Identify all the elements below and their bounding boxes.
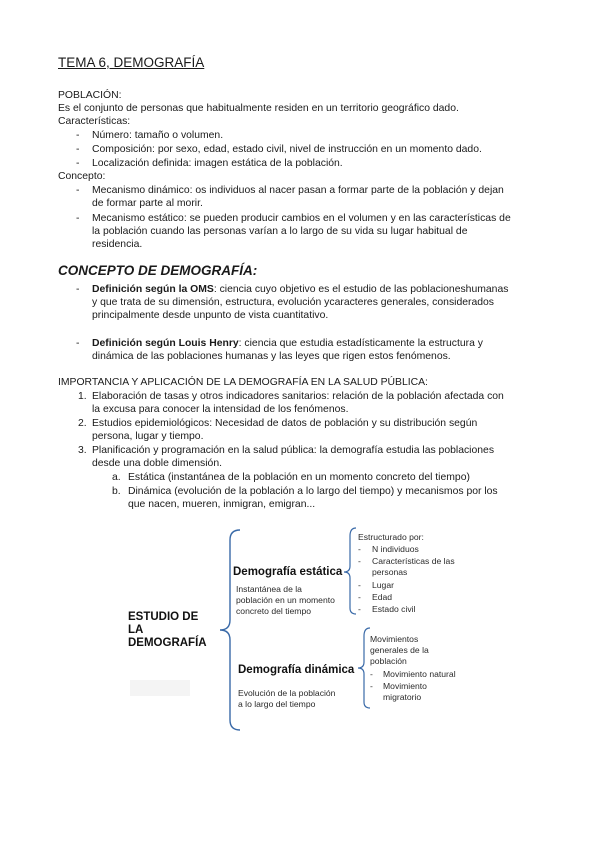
bullet-dash: - xyxy=(358,556,361,566)
concepto-item-line: residencia. xyxy=(92,239,143,250)
estatica-box-item: Características de las xyxy=(372,556,455,566)
dinamica-desc-line: a lo largo del tiempo xyxy=(238,699,316,709)
list-number: 2. xyxy=(78,418,87,429)
estatica-desc-line: Instantánea de la xyxy=(236,584,302,594)
definicion-oms-line: principalmente desde unpunto de vista cuantitativo. xyxy=(92,310,329,321)
dinamica-box-item: migratorio xyxy=(383,692,422,702)
dinamica-box-heading: Movimientos xyxy=(370,634,419,644)
dinamica-box-heading: población xyxy=(370,656,407,666)
estatica-desc-line: población en un momento xyxy=(236,595,335,605)
bullet-dash: - xyxy=(76,130,80,141)
definicion-henry-text: : ciencia que estudia estadísticamente la estructura y xyxy=(238,338,483,349)
sublist-item-line: que nacen, mueren, inmigran, emigran... xyxy=(128,499,316,510)
bullet-dash: - xyxy=(358,592,361,602)
importancia-item-line: la excusa para conocer la intensidad de los fenómenos. xyxy=(92,404,349,415)
caracteristica-item: Número: tamaño o volumen. xyxy=(92,130,224,141)
estatica-box-item: personas xyxy=(372,567,408,577)
estatica-desc-line: concreto del tiempo xyxy=(236,606,311,616)
bullet-dash: - xyxy=(76,338,80,349)
poblacion-heading: POBLACIÓN: xyxy=(58,90,122,101)
sublist-letter: b. xyxy=(112,486,121,497)
left-curly-brace xyxy=(220,530,240,730)
concepto-label: Concepto: xyxy=(58,171,106,182)
scan-smudge xyxy=(130,680,190,696)
bullet-dash: - xyxy=(76,158,80,169)
estatica-box-heading: Estructurado por: xyxy=(358,532,424,542)
estatica-curly-brace xyxy=(344,528,356,614)
estatica-box-item: Lugar xyxy=(372,580,394,590)
definicion-oms-text: : ciencia cuyo objetivo es el estudio de las poblacioneshumanas xyxy=(213,284,509,295)
estatica-box-item: Estado civil xyxy=(372,604,416,614)
dinamica-desc-line: Evolución de la población xyxy=(238,688,336,698)
bullet-dash: - xyxy=(358,580,361,590)
importancia-item-line: desde una doble dimensión. xyxy=(92,458,222,469)
importancia-item-line: Planificación y programación en la salud pública: la demografía estudia las poblaciones xyxy=(92,445,495,456)
importancia-item-line: persona, lugar y tiempo. xyxy=(92,431,204,442)
concepto-demografia-heading: CONCEPTO DE DEMOGRAFÍA: xyxy=(58,263,258,278)
estatica-box-item: N individuos xyxy=(372,544,419,554)
sublist-item-line: Estática (instantánea de la población en un momento concreto del tiempo) xyxy=(128,472,470,483)
concepto-item-line: la población cuando las personas varían a lo largo de su vida su lugar habitual de xyxy=(92,226,468,237)
definicion-henry-line: dinámica de las poblaciones humanas y las leyes que rigen estos fenómenos. xyxy=(92,351,451,362)
bullet-dash: - xyxy=(76,185,80,196)
dinamica-curly-brace xyxy=(358,628,370,708)
list-number: 1. xyxy=(78,391,87,402)
bullet-dash: - xyxy=(370,681,373,691)
definicion-oms-label: Definición según la OMS xyxy=(92,284,214,295)
dinamica-box-item: Movimiento natural xyxy=(383,669,456,679)
caracteristica-item: Composición: por sexo, edad, estado civil, nivel de instrucción en un momento dado. xyxy=(92,144,482,155)
definicion-henry-label: Definición según Louis Henry xyxy=(92,338,239,349)
page-title: TEMA 6, DEMOGRAFÍA xyxy=(58,55,205,70)
concepto-item-line: Mecanismo dinámico: os individuos al nacer pasan a formar parte de la población y dejan xyxy=(92,185,504,196)
list-number: 3. xyxy=(78,445,87,456)
dinamica-box-heading: generales de la xyxy=(370,645,429,655)
dinamica-box-item: Movimiento xyxy=(383,681,427,691)
definicion-oms-line: y que trata de su dimensión, estructura, evolución ycaracteres generales, considerados xyxy=(92,297,494,308)
bullet-dash: - xyxy=(76,144,80,155)
estatica-box-item: Edad xyxy=(372,592,393,602)
importancia-item-line: Estudios epidemiológicos: Necesidad de datos de población y su distribución según xyxy=(92,418,478,429)
diagram-root-line: ESTUDIO DE xyxy=(128,611,199,623)
diagram-root-line: DEMOGRAFÍA xyxy=(128,637,207,649)
poblacion-definition: Es el conjunto de personas que habitualmente residen en un territorio geográfico dado. xyxy=(58,103,459,114)
dinamica-title: Demografía dinámica xyxy=(238,664,355,676)
bullet-dash: - xyxy=(76,284,80,295)
sublist-letter: a. xyxy=(112,472,121,483)
sublist-item-line: Dinámica (evolución de la población a lo largo del tiempo) y mecanismos por los xyxy=(128,486,498,497)
bullet-dash: - xyxy=(370,669,373,679)
diagram-root-line: LA xyxy=(128,624,144,636)
caracteristica-item: Localización definida: imagen estática de la población. xyxy=(92,158,343,169)
estatica-title: Demografía estática xyxy=(233,566,343,578)
bullet-dash: - xyxy=(358,544,361,554)
importancia-heading: IMPORTANCIA Y APLICACIÓN DE LA DEMOGRAFÍA EN LA SALUD PÚBLICA: xyxy=(58,377,428,388)
bullet-dash: - xyxy=(76,213,80,224)
concepto-item-line: de formar parte al morir. xyxy=(92,198,203,209)
concepto-item-line: Mecanismo estático: se pueden producir cambios en el volumen y en las características de xyxy=(92,213,511,224)
importancia-item-line: Elaboración de tasas y otros indicadores sanitarios: relación de la población afectada con xyxy=(92,391,504,402)
bullet-dash: - xyxy=(358,604,361,614)
caracteristicas-label: Características: xyxy=(58,116,131,127)
